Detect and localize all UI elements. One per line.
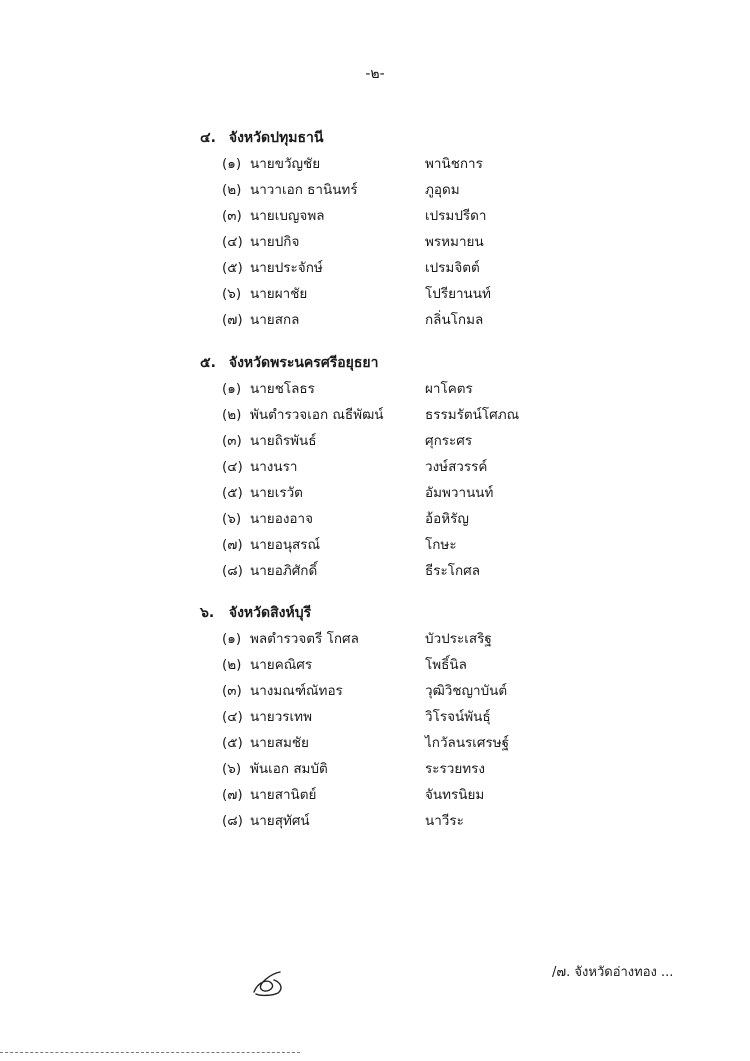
last-name: อ้อหิรัญ bbox=[425, 511, 469, 527]
section-sing-buri bbox=[200, 600, 620, 834]
list-item bbox=[200, 402, 620, 428]
first-name: นายองอาจ bbox=[250, 511, 314, 527]
item-index: (๗) bbox=[222, 537, 243, 553]
list-item bbox=[200, 255, 620, 281]
item-index: (๘) bbox=[222, 563, 243, 579]
list-item bbox=[200, 678, 620, 704]
list-item bbox=[200, 730, 620, 756]
item-index: (๓) bbox=[222, 683, 242, 699]
page-number: -๒- bbox=[365, 66, 385, 82]
first-name: นางนรา bbox=[250, 459, 298, 475]
list-item bbox=[200, 532, 620, 558]
first-name: นายเบญจพล bbox=[250, 208, 325, 224]
last-name: วงษ์สวรรค์ bbox=[425, 459, 488, 475]
last-name: ศุกระศร bbox=[425, 433, 473, 449]
last-name: อัมพวานนท์ bbox=[425, 485, 494, 501]
list-item bbox=[200, 652, 620, 678]
first-name: นายสกล bbox=[250, 312, 300, 328]
last-name: เปรมปรีดา bbox=[425, 208, 487, 224]
last-name: จันทรนิยม bbox=[425, 787, 485, 803]
item-index: (๗) bbox=[222, 312, 243, 328]
last-name: ระรวยทรง bbox=[425, 761, 485, 777]
last-name: ภูอุดม bbox=[425, 182, 460, 198]
first-name: นายเรวัต bbox=[250, 485, 303, 501]
last-name: โพธิ์นิล bbox=[425, 657, 467, 673]
last-name: บัวประเสริฐ bbox=[425, 631, 492, 647]
section-pathum-thani bbox=[200, 125, 620, 333]
item-index: (๒) bbox=[222, 407, 242, 423]
first-name: นายประจักษ์ bbox=[250, 260, 323, 276]
item-index: (๒) bbox=[222, 182, 242, 198]
item-index: (๕) bbox=[222, 485, 243, 501]
first-name: นายสมชัย bbox=[250, 735, 309, 751]
first-name: นายถิรพันธ์ bbox=[250, 433, 317, 449]
first-name: นายผาชัย bbox=[250, 286, 308, 302]
list-item bbox=[200, 506, 620, 532]
last-name: พานิชการ bbox=[425, 156, 483, 172]
item-index: (๖) bbox=[222, 511, 242, 527]
list-item bbox=[200, 808, 620, 834]
province-name: จังหวัดพระนครศรีอยุธยา bbox=[228, 355, 379, 371]
item-index: (๑) bbox=[222, 631, 242, 647]
last-name: โปรียานนท์ bbox=[425, 286, 491, 302]
first-name: นายวรเทพ bbox=[250, 709, 312, 725]
scan-artifact-line bbox=[0, 1052, 300, 1055]
item-index: (๕) bbox=[222, 260, 243, 276]
item-index: (๑) bbox=[222, 156, 242, 172]
section-number: ๕. bbox=[200, 355, 216, 371]
list-item bbox=[200, 307, 620, 333]
list-item bbox=[200, 782, 620, 808]
item-index: (๘) bbox=[222, 813, 243, 829]
province-name: จังหวัดปทุมธานี bbox=[228, 130, 324, 146]
list-item bbox=[200, 281, 620, 307]
item-index: (๖) bbox=[222, 761, 242, 777]
section-title bbox=[200, 600, 620, 626]
item-index: (๓) bbox=[222, 433, 242, 449]
first-name: นายสุทัศน์ bbox=[250, 813, 310, 829]
list-item bbox=[200, 203, 620, 229]
section-title bbox=[200, 125, 620, 151]
list-item bbox=[200, 558, 620, 584]
last-name: วุฒิวิชญาบันต์ bbox=[425, 683, 508, 699]
list-item bbox=[200, 756, 620, 782]
list-item bbox=[200, 454, 620, 480]
last-name: ธีระโกศล bbox=[425, 563, 481, 579]
item-index: (๖) bbox=[222, 286, 242, 302]
item-index: (๔) bbox=[222, 459, 243, 475]
list-item bbox=[200, 428, 620, 454]
item-index: (๓) bbox=[222, 208, 242, 224]
item-index: (๔) bbox=[222, 234, 243, 250]
first-name: นายชโลธร bbox=[250, 381, 315, 397]
first-name: นายอภิศักดิ์ bbox=[250, 563, 318, 579]
province-name: จังหวัดสิงห์บุรี bbox=[228, 605, 312, 621]
first-name: นายสานิตย์ bbox=[250, 787, 317, 803]
first-name: นาวาเอก ธานินทร์ bbox=[250, 182, 358, 198]
item-index: (๑) bbox=[222, 381, 242, 397]
item-index: (๗) bbox=[222, 787, 243, 803]
last-name: พรหมายน bbox=[425, 234, 484, 250]
list-item bbox=[200, 480, 620, 506]
list-item bbox=[200, 229, 620, 255]
item-index: (๕) bbox=[222, 735, 243, 751]
first-name: นายปกิจ bbox=[250, 234, 300, 250]
last-name: นาวีระ bbox=[425, 813, 464, 829]
last-name: ไกวัลนรเศรษฐ์ bbox=[425, 735, 510, 751]
section-number: ๔. bbox=[200, 130, 216, 146]
list-item bbox=[200, 626, 620, 652]
list-item bbox=[200, 151, 620, 177]
first-name: นายขวัญชัย bbox=[250, 156, 321, 172]
first-name: นายคณิศร bbox=[250, 657, 313, 673]
last-name: ผาโคตร bbox=[425, 381, 473, 397]
item-index: (๒) bbox=[222, 657, 242, 673]
section-ayutthaya bbox=[200, 350, 620, 584]
section-number: ๖. bbox=[200, 605, 215, 621]
first-name: พันเอก สมบัติ bbox=[250, 761, 328, 777]
last-name: เปรมจิตต์ bbox=[425, 260, 480, 276]
list-item bbox=[200, 704, 620, 730]
list-item bbox=[200, 177, 620, 203]
last-name: โกษะ bbox=[425, 537, 457, 553]
first-name: นางมณฑ์ณัทอร bbox=[250, 683, 343, 699]
first-name: พันตำรวจเอก ณธีพัฒน์ bbox=[250, 407, 384, 423]
last-name: ธรรมรัตน์โศภณ bbox=[425, 407, 520, 423]
item-index: (๔) bbox=[222, 709, 243, 725]
last-name: กลิ่นโกมล bbox=[425, 312, 484, 328]
signature-initials bbox=[250, 968, 290, 998]
first-name: พลตำรวจตรี โกศล bbox=[250, 631, 359, 647]
next-page-reference: /๗. จังหวัดอ่างทอง ... bbox=[552, 965, 674, 980]
first-name: นายอนุสรณ์ bbox=[250, 537, 321, 553]
last-name: วิโรจน์พันธุ์ bbox=[425, 709, 491, 725]
section-title bbox=[200, 350, 620, 376]
list-item bbox=[200, 376, 620, 402]
